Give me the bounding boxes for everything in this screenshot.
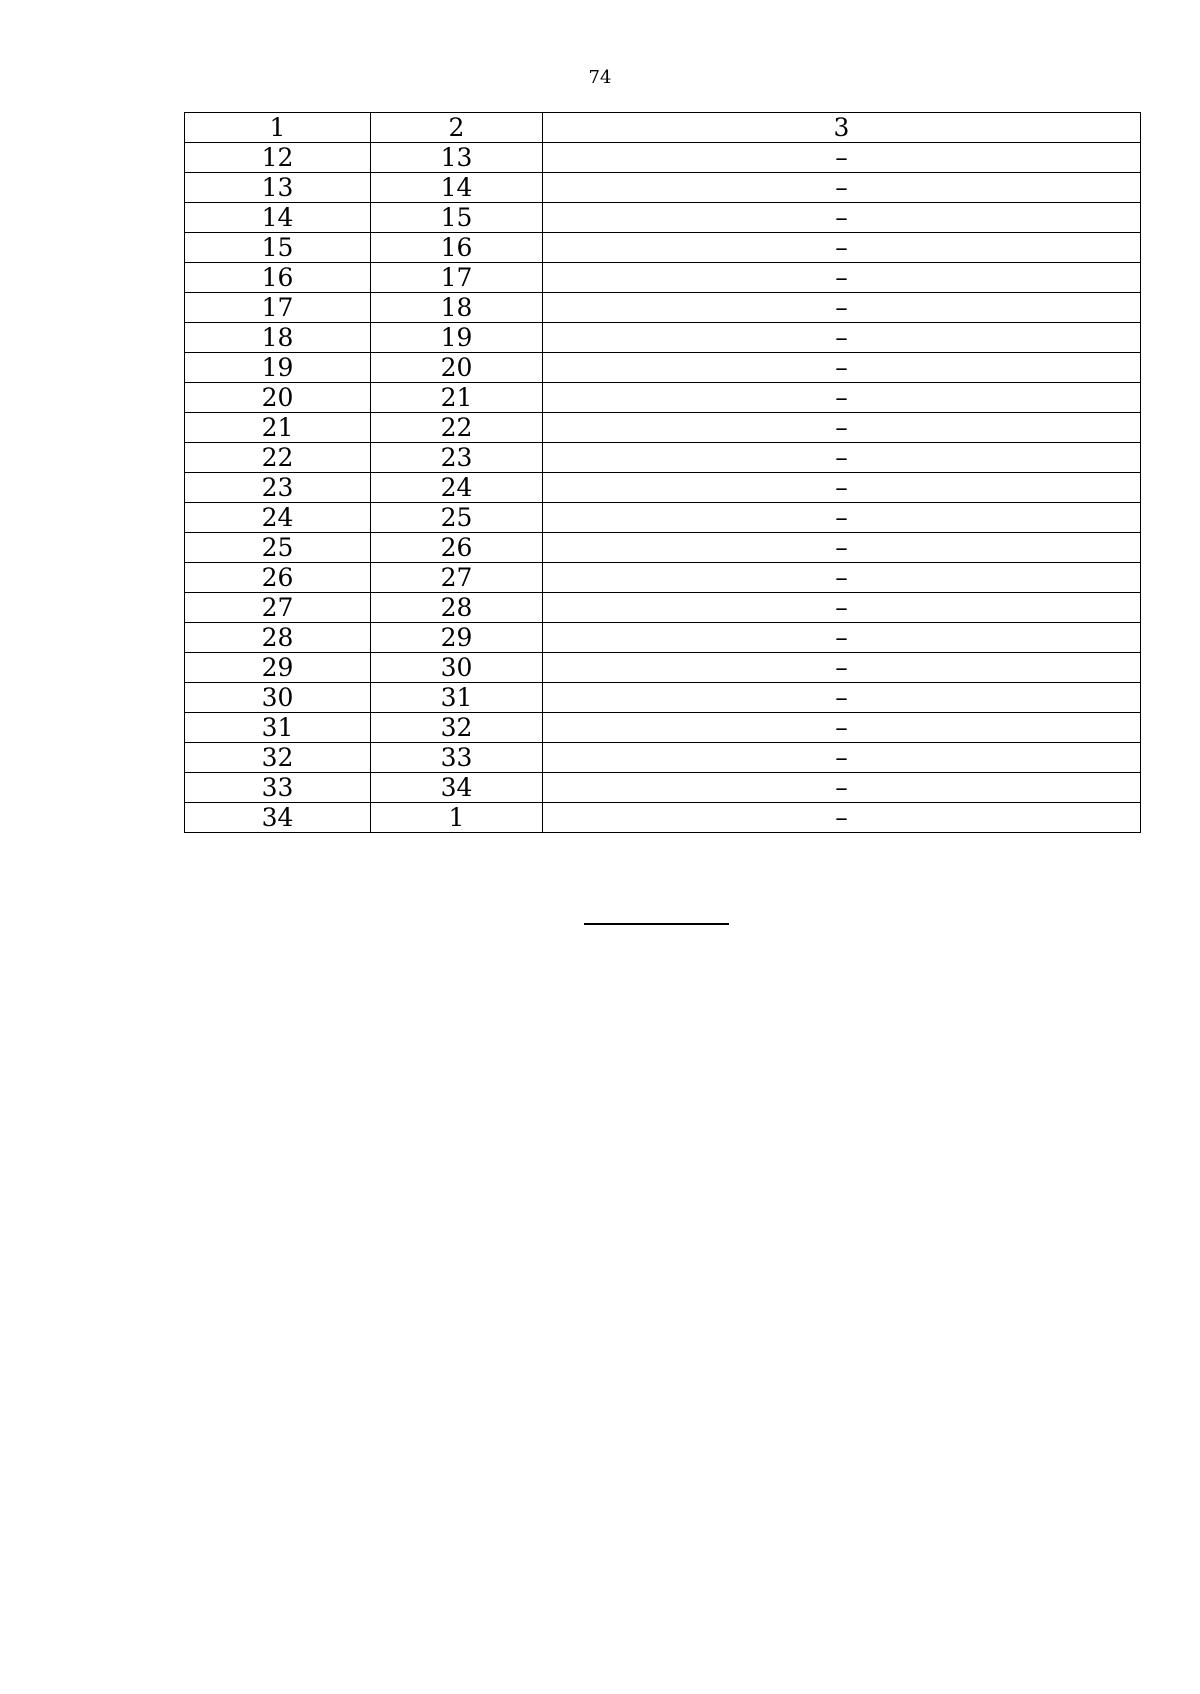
table-cell-col-1: 27	[185, 593, 371, 623]
table-cell-col-1: 14	[185, 203, 371, 233]
table-cell-col-2: 16	[371, 233, 543, 263]
table-row	[185, 323, 1141, 353]
table-cell-col-2: 34	[371, 773, 543, 803]
table-row	[185, 143, 1141, 173]
table-row	[185, 413, 1141, 443]
table-row	[185, 233, 1141, 263]
column-header-2: 2	[371, 113, 543, 143]
table-cell-col-3: –	[543, 713, 1141, 743]
table-cell-col-3: –	[543, 593, 1141, 623]
table-cell-col-1: 30	[185, 683, 371, 713]
table-cell-col-2: 32	[371, 713, 543, 743]
table-cell-col-1: 12	[185, 143, 371, 173]
table-cell-col-1: 28	[185, 623, 371, 653]
table-cell-col-3: –	[543, 743, 1141, 773]
table-cell-col-3: –	[543, 203, 1141, 233]
table-cell-col-1: 31	[185, 713, 371, 743]
table-cell-col-2: 29	[371, 623, 543, 653]
table-row	[185, 623, 1141, 653]
table-row	[185, 353, 1141, 383]
table-cell-col-1: 29	[185, 653, 371, 683]
table-cell-col-2: 27	[371, 563, 543, 593]
table-cell-col-1: 19	[185, 353, 371, 383]
table-cell-col-1: 17	[185, 293, 371, 323]
table-cell-col-2: 26	[371, 533, 543, 563]
table-cell-col-1: 18	[185, 323, 371, 353]
table-cell-col-1: 25	[185, 533, 371, 563]
table-cell-col-2: 19	[371, 323, 543, 353]
table-cell-col-3: –	[543, 503, 1141, 533]
table-cell-col-2: 13	[371, 143, 543, 173]
table-row	[185, 443, 1141, 473]
table-cell-col-1: 20	[185, 383, 371, 413]
table-cell-col-2: 23	[371, 443, 543, 473]
table-cell-col-2: 21	[371, 383, 543, 413]
table-header-row	[185, 113, 1141, 143]
table-cell-col-2: 28	[371, 593, 543, 623]
table-cell-col-3: –	[543, 263, 1141, 293]
table-cell-col-3: –	[543, 323, 1141, 353]
table-cell-col-3: –	[543, 773, 1141, 803]
table-cell-col-3: –	[543, 563, 1141, 593]
page-number: 74	[588, 67, 612, 88]
table-row	[185, 803, 1141, 833]
table-cell-col-3: –	[543, 173, 1141, 203]
data-table	[184, 112, 1141, 833]
table-cell-col-3: –	[543, 803, 1141, 833]
column-header-1: 1	[185, 113, 371, 143]
table-cell-col-3: –	[543, 623, 1141, 653]
table-cell-col-2: 33	[371, 743, 543, 773]
column-header-3: 3	[543, 113, 1141, 143]
table-cell-col-2: 18	[371, 293, 543, 323]
table-cell-col-3: –	[543, 533, 1141, 563]
table-cell-col-3: –	[543, 473, 1141, 503]
table-row	[185, 713, 1141, 743]
table-cell-col-1: 26	[185, 563, 371, 593]
table-cell-col-3: –	[543, 653, 1141, 683]
table-cell-col-3: –	[543, 383, 1141, 413]
table-row	[185, 743, 1141, 773]
table-row	[185, 773, 1141, 803]
table-cell-col-2: 17	[371, 263, 543, 293]
table-cell-col-2: 14	[371, 173, 543, 203]
table-cell-col-2: 30	[371, 653, 543, 683]
table-cell-col-1: 33	[185, 773, 371, 803]
table-body	[185, 113, 1141, 833]
table-cell-col-3: –	[543, 293, 1141, 323]
table-cell-col-1: 34	[185, 803, 371, 833]
table-cell-col-2: 25	[371, 503, 543, 533]
table-cell-col-1: 16	[185, 263, 371, 293]
table-row	[185, 653, 1141, 683]
table-row	[185, 293, 1141, 323]
table-cell-col-1: 21	[185, 413, 371, 443]
table-cell-col-1: 32	[185, 743, 371, 773]
table-row	[185, 383, 1141, 413]
table-cell-col-2: 1	[371, 803, 543, 833]
table-cell-col-2: 22	[371, 413, 543, 443]
table-cell-col-1: 13	[185, 173, 371, 203]
table-cell-col-2: 15	[371, 203, 543, 233]
table-row	[185, 263, 1141, 293]
table-cell-col-3: –	[543, 233, 1141, 263]
table-row	[185, 683, 1141, 713]
table-row	[185, 473, 1141, 503]
table-row	[185, 203, 1141, 233]
table-cell-col-3: –	[543, 413, 1141, 443]
table-cell-col-1: 23	[185, 473, 371, 503]
table-cell-col-3: –	[543, 353, 1141, 383]
table-row	[185, 173, 1141, 203]
end-rule	[584, 923, 729, 925]
table-row	[185, 503, 1141, 533]
table-row	[185, 593, 1141, 623]
table-cell-col-1: 15	[185, 233, 371, 263]
table-cell-col-3: –	[543, 443, 1141, 473]
table-cell-col-2: 24	[371, 473, 543, 503]
table-cell-col-3: –	[543, 143, 1141, 173]
table-cell-col-3: –	[543, 683, 1141, 713]
table-row	[185, 533, 1141, 563]
table-cell-col-2: 31	[371, 683, 543, 713]
table-cell-col-2: 20	[371, 353, 543, 383]
table-cell-col-1: 24	[185, 503, 371, 533]
table-cell-col-1: 22	[185, 443, 371, 473]
table-row	[185, 563, 1141, 593]
